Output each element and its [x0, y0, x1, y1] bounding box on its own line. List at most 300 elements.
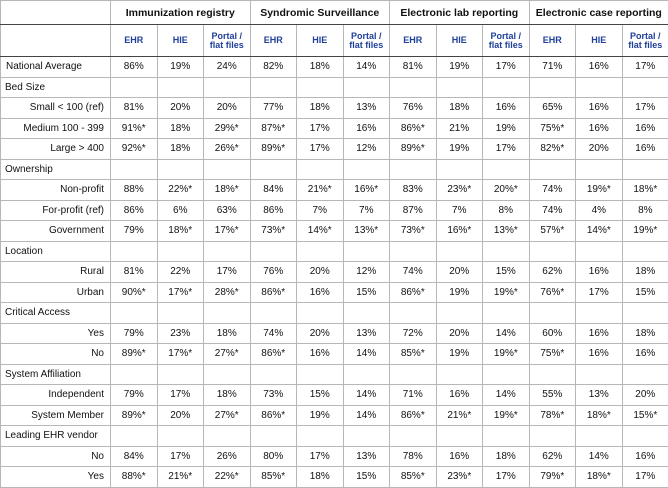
value-cell: 20%: [157, 98, 204, 119]
empty-cell: [157, 77, 204, 98]
empty-cell: [157, 159, 204, 180]
value-cell: 73%: [250, 385, 297, 406]
value-cell: 17%: [297, 446, 344, 467]
value-cell: 16%: [483, 98, 530, 119]
value-cell: 75%*: [529, 344, 576, 365]
value-cell: 83%: [390, 180, 437, 201]
subheader-row: [1, 25, 668, 57]
empty-cell: [343, 77, 390, 98]
value-cell: 19%*: [576, 180, 623, 201]
subcolumn-header: EHR: [529, 25, 576, 57]
value-cell: 92%*: [111, 139, 158, 160]
table-row: [1, 262, 668, 283]
value-cell: 17%: [157, 446, 204, 467]
value-cell: 6%: [157, 200, 204, 221]
value-cell: 14%: [576, 446, 623, 467]
value-cell: 19%: [436, 139, 483, 160]
value-cell: 20%: [157, 405, 204, 426]
subcolumn-header: HIE: [297, 25, 344, 57]
value-cell: 17%: [157, 385, 204, 406]
value-cell: 24%: [204, 57, 251, 78]
empty-cell: [576, 364, 623, 385]
section-label: Leading EHR vendor: [1, 426, 111, 447]
empty-cell: [529, 241, 576, 262]
value-cell: 85%*: [390, 467, 437, 488]
value-cell: 19%: [483, 118, 530, 139]
value-cell: 16%: [622, 118, 668, 139]
value-cell: 27%*: [204, 344, 251, 365]
subcolumn-header: Portal / flat files: [483, 25, 530, 57]
value-cell: 82%*: [529, 139, 576, 160]
table-row: [1, 139, 668, 160]
table-row: [1, 344, 668, 365]
value-cell: 14%*: [576, 221, 623, 242]
value-cell: 4%: [576, 200, 623, 221]
value-cell: 7%: [297, 200, 344, 221]
subcolumn-header: EHR: [390, 25, 437, 57]
value-cell: 21%: [436, 118, 483, 139]
empty-cell: [250, 241, 297, 262]
empty-cell: [111, 241, 158, 262]
empty-cell: [529, 426, 576, 447]
empty-cell: [297, 364, 344, 385]
value-cell: 21%*: [436, 405, 483, 426]
value-cell: 23%: [157, 323, 204, 344]
table-row: [1, 221, 668, 242]
value-cell: 18%*: [576, 467, 623, 488]
value-cell: 20%: [576, 139, 623, 160]
value-cell: 16%: [576, 57, 623, 78]
value-cell: 17%: [622, 57, 668, 78]
value-cell: 20%: [297, 262, 344, 283]
value-cell: 62%: [529, 446, 576, 467]
subcolumn-header: Portal / flat files: [204, 25, 251, 57]
value-cell: 16%*: [343, 180, 390, 201]
table-row: [1, 323, 668, 344]
subcolumn-header: EHR: [250, 25, 297, 57]
value-cell: 17%: [483, 139, 530, 160]
value-cell: 65%: [529, 98, 576, 119]
value-cell: 20%: [436, 262, 483, 283]
value-cell: 13%: [576, 385, 623, 406]
value-cell: 7%: [436, 200, 483, 221]
value-cell: 19%: [436, 282, 483, 303]
section-label: System Affiliation: [1, 364, 111, 385]
value-cell: 18%: [297, 98, 344, 119]
row-label: National Average: [1, 57, 111, 78]
value-cell: 71%: [529, 57, 576, 78]
empty-cell: [576, 303, 623, 324]
value-cell: 26%: [204, 446, 251, 467]
value-cell: 17%: [483, 467, 530, 488]
value-cell: 62%: [529, 262, 576, 283]
value-cell: 18%: [436, 98, 483, 119]
empty-cell: [250, 303, 297, 324]
value-cell: 75%*: [529, 118, 576, 139]
table-row: [1, 282, 668, 303]
value-cell: 19%*: [483, 405, 530, 426]
value-cell: 76%*: [529, 282, 576, 303]
empty-cell: [250, 426, 297, 447]
value-cell: 15%: [343, 282, 390, 303]
value-cell: 74%: [250, 323, 297, 344]
row-label: Urban: [1, 282, 111, 303]
empty-cell: [529, 303, 576, 324]
value-cell: 18%: [483, 446, 530, 467]
empty-cell: [204, 364, 251, 385]
row-label: System Member: [1, 405, 111, 426]
section-row: [1, 77, 668, 98]
group-header-row: [1, 1, 668, 25]
value-cell: 16%: [297, 344, 344, 365]
value-cell: 85%*: [250, 467, 297, 488]
value-cell: 84%: [250, 180, 297, 201]
table-row: [1, 467, 668, 488]
empty-cell: [436, 77, 483, 98]
value-cell: 19%*: [622, 221, 668, 242]
table-row: [1, 446, 668, 467]
value-cell: 84%: [111, 446, 158, 467]
value-cell: 7%: [343, 200, 390, 221]
value-cell: 18%: [622, 262, 668, 283]
value-cell: 14%: [343, 405, 390, 426]
empty-cell: [297, 426, 344, 447]
subcolumn-header: HIE: [436, 25, 483, 57]
section-row: [1, 426, 668, 447]
value-cell: 16%: [622, 139, 668, 160]
empty-cell: [483, 159, 530, 180]
empty-cell: [111, 364, 158, 385]
empty-cell: [483, 303, 530, 324]
value-cell: 17%: [576, 282, 623, 303]
value-cell: 13%*: [483, 221, 530, 242]
value-cell: 87%: [390, 200, 437, 221]
value-cell: 79%: [111, 221, 158, 242]
value-cell: 15%*: [622, 405, 668, 426]
value-cell: 14%: [343, 385, 390, 406]
value-cell: 15%: [622, 282, 668, 303]
value-cell: 22%: [157, 262, 204, 283]
value-cell: 55%: [529, 385, 576, 406]
empty-cell: [529, 77, 576, 98]
empty-cell: [157, 426, 204, 447]
empty-cell: [576, 77, 623, 98]
value-cell: 18%: [297, 467, 344, 488]
value-cell: 89%*: [390, 139, 437, 160]
empty-cell: [204, 159, 251, 180]
empty-cell: [436, 364, 483, 385]
value-cell: 86%: [250, 200, 297, 221]
row-label: Rural: [1, 262, 111, 283]
empty-cell: [343, 159, 390, 180]
value-cell: 89%*: [111, 405, 158, 426]
value-cell: 28%*: [204, 282, 251, 303]
value-cell: 23%*: [436, 467, 483, 488]
value-cell: 86%: [111, 200, 158, 221]
empty-cell: [390, 426, 437, 447]
value-cell: 17%: [297, 118, 344, 139]
value-cell: 12%: [343, 139, 390, 160]
empty-cell: [111, 159, 158, 180]
value-cell: 74%: [529, 200, 576, 221]
value-cell: 16%: [436, 446, 483, 467]
value-cell: 87%*: [250, 118, 297, 139]
row-label: Independent: [1, 385, 111, 406]
empty-cell: [250, 159, 297, 180]
empty-cell: [343, 426, 390, 447]
empty-cell: [436, 303, 483, 324]
value-cell: 18%*: [157, 221, 204, 242]
value-cell: 76%: [250, 262, 297, 283]
value-cell: 18%: [297, 57, 344, 78]
value-cell: 17%: [483, 57, 530, 78]
empty-cell: [529, 159, 576, 180]
empty-cell: [576, 159, 623, 180]
table-row: [1, 405, 668, 426]
row-label: No: [1, 344, 111, 365]
value-cell: 19%*: [483, 344, 530, 365]
empty-cell: [297, 303, 344, 324]
empty-cell: [483, 364, 530, 385]
empty-cell: [622, 241, 668, 262]
empty-cell: [157, 303, 204, 324]
value-cell: 18%*: [576, 405, 623, 426]
empty-cell: [436, 241, 483, 262]
empty-cell: [204, 426, 251, 447]
value-cell: 14%: [343, 344, 390, 365]
value-cell: 17%: [204, 262, 251, 283]
value-cell: 86%: [111, 57, 158, 78]
value-cell: 86%*: [250, 282, 297, 303]
empty-cell: [157, 364, 204, 385]
value-cell: 85%*: [390, 344, 437, 365]
corner-cell: [1, 1, 111, 25]
empty-cell: [343, 303, 390, 324]
empty-cell: [436, 426, 483, 447]
value-cell: 73%*: [250, 221, 297, 242]
value-cell: 72%: [390, 323, 437, 344]
empty-cell: [204, 303, 251, 324]
value-cell: 88%: [111, 180, 158, 201]
table-row: [1, 180, 668, 201]
value-cell: 78%*: [529, 405, 576, 426]
empty-cell: [622, 303, 668, 324]
empty-cell: [622, 364, 668, 385]
empty-cell: [297, 241, 344, 262]
empty-cell: [436, 159, 483, 180]
empty-cell: [250, 364, 297, 385]
section-row: [1, 241, 668, 262]
value-cell: 18%*: [622, 180, 668, 201]
value-cell: 74%: [529, 180, 576, 201]
value-cell: 14%: [483, 323, 530, 344]
row-label: Medium 100 - 399: [1, 118, 111, 139]
section-label: Ownership: [1, 159, 111, 180]
empty-cell: [297, 159, 344, 180]
empty-cell: [343, 364, 390, 385]
value-cell: 20%*: [483, 180, 530, 201]
value-cell: 29%*: [204, 118, 251, 139]
value-cell: 78%: [390, 446, 437, 467]
group-header: Electronic case reporting: [529, 1, 668, 25]
value-cell: 16%: [576, 262, 623, 283]
value-cell: 16%*: [436, 221, 483, 242]
group-header: Syndromic Surveillance: [250, 1, 390, 25]
value-cell: 17%*: [204, 221, 251, 242]
empty-cell: [576, 241, 623, 262]
value-cell: 22%*: [204, 467, 251, 488]
value-cell: 20%: [297, 323, 344, 344]
row-label: For-profit (ref): [1, 200, 111, 221]
value-cell: 19%: [436, 344, 483, 365]
value-cell: 14%: [483, 385, 530, 406]
group-header: Immunization registry: [111, 1, 251, 25]
value-cell: 19%*: [483, 282, 530, 303]
value-cell: 81%: [111, 98, 158, 119]
value-cell: 20%: [436, 323, 483, 344]
value-cell: 71%: [390, 385, 437, 406]
value-cell: 14%*: [297, 221, 344, 242]
value-cell: 89%*: [250, 139, 297, 160]
empty-cell: [622, 159, 668, 180]
value-cell: 80%: [250, 446, 297, 467]
value-cell: 8%: [622, 200, 668, 221]
value-cell: 88%*: [111, 467, 158, 488]
table-row: [1, 200, 668, 221]
value-cell: 90%*: [111, 282, 158, 303]
value-cell: 13%: [343, 98, 390, 119]
section-label: Location: [1, 241, 111, 262]
value-cell: 18%: [204, 323, 251, 344]
subcolumn-header: HIE: [157, 25, 204, 57]
value-cell: 17%: [622, 467, 668, 488]
row-label: Small < 100 (ref): [1, 98, 111, 119]
value-cell: 17%*: [157, 282, 204, 303]
value-cell: 13%*: [343, 221, 390, 242]
value-cell: 13%: [343, 323, 390, 344]
value-cell: 8%: [483, 200, 530, 221]
value-cell: 86%*: [390, 118, 437, 139]
value-cell: 17%: [297, 139, 344, 160]
empty-cell: [576, 426, 623, 447]
row-label: Yes: [1, 467, 111, 488]
value-cell: 14%: [343, 57, 390, 78]
value-cell: 18%*: [204, 180, 251, 201]
value-cell: 79%: [111, 385, 158, 406]
value-cell: 63%: [204, 200, 251, 221]
section-label: Bed Size: [1, 77, 111, 98]
table-row: [1, 385, 668, 406]
value-cell: 81%: [390, 57, 437, 78]
value-cell: 57%*: [529, 221, 576, 242]
section-row: [1, 364, 668, 385]
value-cell: 79%*: [529, 467, 576, 488]
empty-cell: [622, 426, 668, 447]
empty-cell: [390, 77, 437, 98]
value-cell: 27%*: [204, 405, 251, 426]
value-cell: 17%: [622, 98, 668, 119]
empty-cell: [483, 77, 530, 98]
value-cell: 89%*: [111, 344, 158, 365]
empty-cell: [250, 77, 297, 98]
value-cell: 16%: [297, 282, 344, 303]
value-cell: 18%: [157, 118, 204, 139]
table-row: [1, 118, 668, 139]
value-cell: 86%*: [390, 405, 437, 426]
empty-cell: [390, 241, 437, 262]
row-label: No: [1, 446, 111, 467]
empty-cell: [483, 426, 530, 447]
value-cell: 81%: [111, 262, 158, 283]
row-label: Yes: [1, 323, 111, 344]
value-cell: 21%*: [157, 467, 204, 488]
value-cell: 20%: [204, 98, 251, 119]
value-cell: 16%: [622, 446, 668, 467]
value-cell: 26%*: [204, 139, 251, 160]
value-cell: 19%: [157, 57, 204, 78]
value-cell: 16%: [576, 323, 623, 344]
empty-cell: [343, 241, 390, 262]
value-cell: 79%: [111, 323, 158, 344]
empty-cell: [111, 426, 158, 447]
value-cell: 86%*: [250, 344, 297, 365]
table-row: [1, 57, 668, 78]
value-cell: 21%*: [297, 180, 344, 201]
group-header: Electronic lab reporting: [390, 1, 530, 25]
subcolumn-header: Portal / flat files: [343, 25, 390, 57]
empty-cell: [483, 241, 530, 262]
value-cell: 18%: [157, 139, 204, 160]
value-cell: 76%: [390, 98, 437, 119]
empty-cell: [390, 159, 437, 180]
empty-cell: [111, 303, 158, 324]
value-cell: 16%: [576, 98, 623, 119]
value-cell: 82%: [250, 57, 297, 78]
value-cell: 15%: [343, 467, 390, 488]
empty-cell: [111, 77, 158, 98]
empty-cell: [390, 303, 437, 324]
value-cell: 86%*: [390, 282, 437, 303]
value-cell: 86%*: [250, 405, 297, 426]
empty-cell: [204, 241, 251, 262]
value-cell: 60%: [529, 323, 576, 344]
subcolumn-header: Portal / flat files: [622, 25, 668, 57]
table-row: [1, 98, 668, 119]
value-cell: 12%: [343, 262, 390, 283]
empty-cell: [157, 241, 204, 262]
subcolumn-header: HIE: [576, 25, 623, 57]
row-label: Non-profit: [1, 180, 111, 201]
value-cell: 22%*: [157, 180, 204, 201]
subcolumn-header: EHR: [111, 25, 158, 57]
value-cell: 16%: [622, 344, 668, 365]
section-row: [1, 159, 668, 180]
empty-cell: [204, 77, 251, 98]
value-cell: 17%*: [157, 344, 204, 365]
value-cell: 15%: [297, 385, 344, 406]
value-cell: 18%: [204, 385, 251, 406]
value-cell: 16%: [343, 118, 390, 139]
section-label: Critical Access: [1, 303, 111, 324]
value-cell: 15%: [483, 262, 530, 283]
value-cell: 23%*: [436, 180, 483, 201]
value-cell: 74%: [390, 262, 437, 283]
value-cell: 16%: [576, 118, 623, 139]
empty-cell: [529, 364, 576, 385]
value-cell: 19%: [297, 405, 344, 426]
value-cell: 91%*: [111, 118, 158, 139]
value-cell: 16%: [436, 385, 483, 406]
